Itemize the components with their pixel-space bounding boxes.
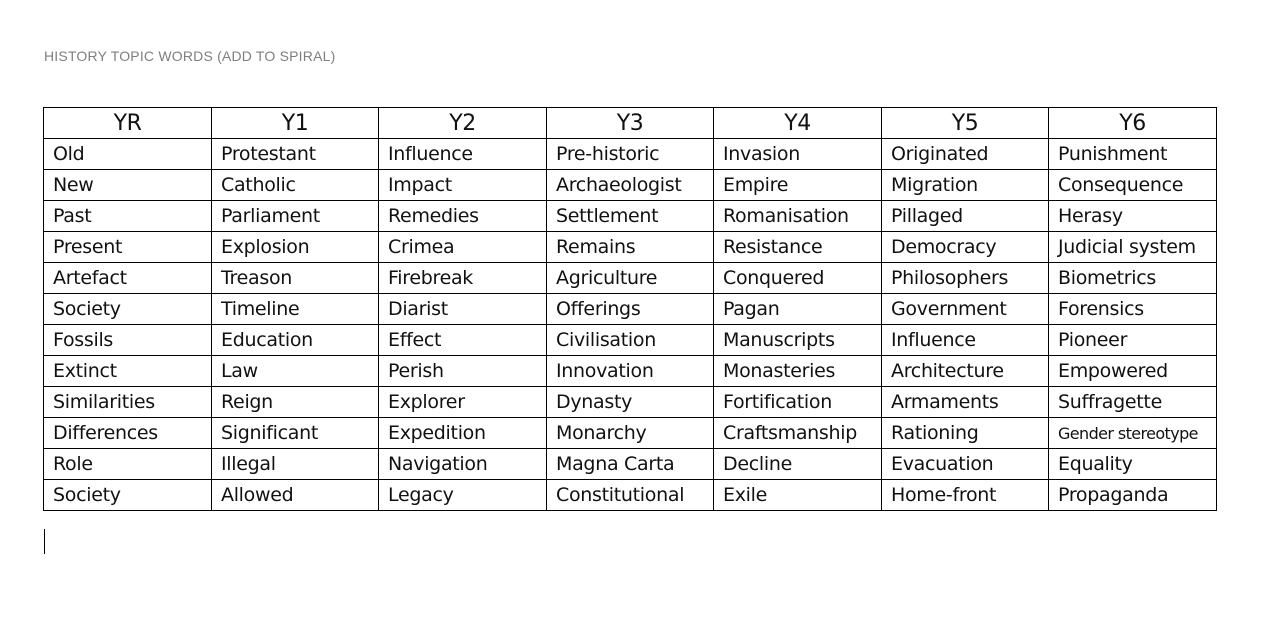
table-cell: Resistance — [714, 232, 882, 263]
table-cell: Offerings — [547, 294, 714, 325]
table-cell: Role — [44, 449, 212, 480]
table-cell: Pagan — [714, 294, 882, 325]
table-cell: Explosion — [212, 232, 379, 263]
header-row — [44, 108, 1217, 139]
table-cell: Law — [212, 356, 379, 387]
table-row — [44, 480, 1217, 511]
table-cell: Magna Carta — [547, 449, 714, 480]
table-cell: Dynasty — [547, 387, 714, 418]
table-cell: Biometrics — [1049, 263, 1217, 294]
table-cell: Parliament — [212, 201, 379, 232]
table-cell: Constitutional — [547, 480, 714, 511]
table-cell: Empire — [714, 170, 882, 201]
table-row — [44, 170, 1217, 201]
table-cell: Fortification — [714, 387, 882, 418]
table-cell: Similarities — [44, 387, 212, 418]
table-cell: Philosophers — [882, 263, 1049, 294]
table-cell: Legacy — [379, 480, 547, 511]
table-cell: Pillaged — [882, 201, 1049, 232]
table-cell: Democracy — [882, 232, 1049, 263]
table-row — [44, 263, 1217, 294]
table-row — [44, 387, 1217, 418]
table-cell: Armaments — [882, 387, 1049, 418]
table-cell: Significant — [212, 418, 379, 449]
table-cell: Suffragette — [1049, 387, 1217, 418]
table-cell: Society — [44, 294, 212, 325]
table-cell: Consequence — [1049, 170, 1217, 201]
column-header-y4: Y4 — [714, 108, 882, 139]
table-cell: Pioneer — [1049, 325, 1217, 356]
column-header-y6: Y6 — [1049, 108, 1217, 139]
table-cell: Herasy — [1049, 201, 1217, 232]
table-cell: Past — [44, 201, 212, 232]
table-cell: Architecture — [882, 356, 1049, 387]
table-cell: Agriculture — [547, 263, 714, 294]
table-cell: Craftsmanship — [714, 418, 882, 449]
column-header-y1: Y1 — [212, 108, 379, 139]
table-cell: Monasteries — [714, 356, 882, 387]
table-cell: Home-front — [882, 480, 1049, 511]
table-cell: Empowered — [1049, 356, 1217, 387]
table-cell: Decline — [714, 449, 882, 480]
table-cell: Innovation — [547, 356, 714, 387]
table-cell: Crimea — [379, 232, 547, 263]
table-cell: Forensics — [1049, 294, 1217, 325]
table-cell: Originated — [882, 139, 1049, 170]
table-cell: Rationing — [882, 418, 1049, 449]
table-row — [44, 201, 1217, 232]
table-cell: Old — [44, 139, 212, 170]
table-cell: Conquered — [714, 263, 882, 294]
table-cell: Archaeologist — [547, 170, 714, 201]
table-cell: Allowed — [212, 480, 379, 511]
table-cell: Diarist — [379, 294, 547, 325]
table-row — [44, 325, 1217, 356]
table-cell: Education — [212, 325, 379, 356]
table-row — [44, 449, 1217, 480]
table-row — [44, 294, 1217, 325]
table-cell: Firebreak — [379, 263, 547, 294]
table-row — [44, 139, 1217, 170]
table-cell: Government — [882, 294, 1049, 325]
table-cell: Remains — [547, 232, 714, 263]
topic-words-table — [43, 107, 1217, 511]
table-cell: Navigation — [379, 449, 547, 480]
table-cell: Judicial system — [1049, 232, 1217, 263]
table-cell: Evacuation — [882, 449, 1049, 480]
table-cell: Reign — [212, 387, 379, 418]
table-cell: Present — [44, 232, 212, 263]
table-cell: Civilisation — [547, 325, 714, 356]
table-cell: Treason — [212, 263, 379, 294]
table-cell: Impact — [379, 170, 547, 201]
table-cell: Timeline — [212, 294, 379, 325]
table-cell: Effect — [379, 325, 547, 356]
table-cell: Explorer — [379, 387, 547, 418]
table-cell: Catholic — [212, 170, 379, 201]
table-cell: Punishment — [1049, 139, 1217, 170]
table-cell: Exile — [714, 480, 882, 511]
column-header-yr: YR — [44, 108, 212, 139]
column-header-y3: Y3 — [547, 108, 714, 139]
table-cell: Monarchy — [547, 418, 714, 449]
table-cell: Invasion — [714, 139, 882, 170]
table-cell: Pre-historic — [547, 139, 714, 170]
table-cell: Gender stereotype — [1049, 418, 1217, 449]
table-cell: Migration — [882, 170, 1049, 201]
table-cell: Propaganda — [1049, 480, 1217, 511]
table-cell: Remedies — [379, 201, 547, 232]
table-cell: Romanisation — [714, 201, 882, 232]
table-cell: Fossils — [44, 325, 212, 356]
table-cell: Expedition — [379, 418, 547, 449]
text-cursor — [44, 529, 45, 554]
table-cell: Artefact — [44, 263, 212, 294]
table-cell: New — [44, 170, 212, 201]
table-cell: Influence — [882, 325, 1049, 356]
table-row — [44, 232, 1217, 263]
table-cell: Society — [44, 480, 212, 511]
table-cell: Illegal — [212, 449, 379, 480]
table-cell: Settlement — [547, 201, 714, 232]
table-cell: Equality — [1049, 449, 1217, 480]
table-cell: Extinct — [44, 356, 212, 387]
document-heading: HISTORY TOPIC WORDS (ADD TO SPIRAL) — [44, 48, 336, 64]
table-cell: Differences — [44, 418, 212, 449]
table-cell: Protestant — [212, 139, 379, 170]
table-cell: Manuscripts — [714, 325, 882, 356]
column-header-y2: Y2 — [379, 108, 547, 139]
table-cell: Perish — [379, 356, 547, 387]
table-row — [44, 418, 1217, 449]
column-header-y5: Y5 — [882, 108, 1049, 139]
table-row — [44, 356, 1217, 387]
table-cell: Influence — [379, 139, 547, 170]
